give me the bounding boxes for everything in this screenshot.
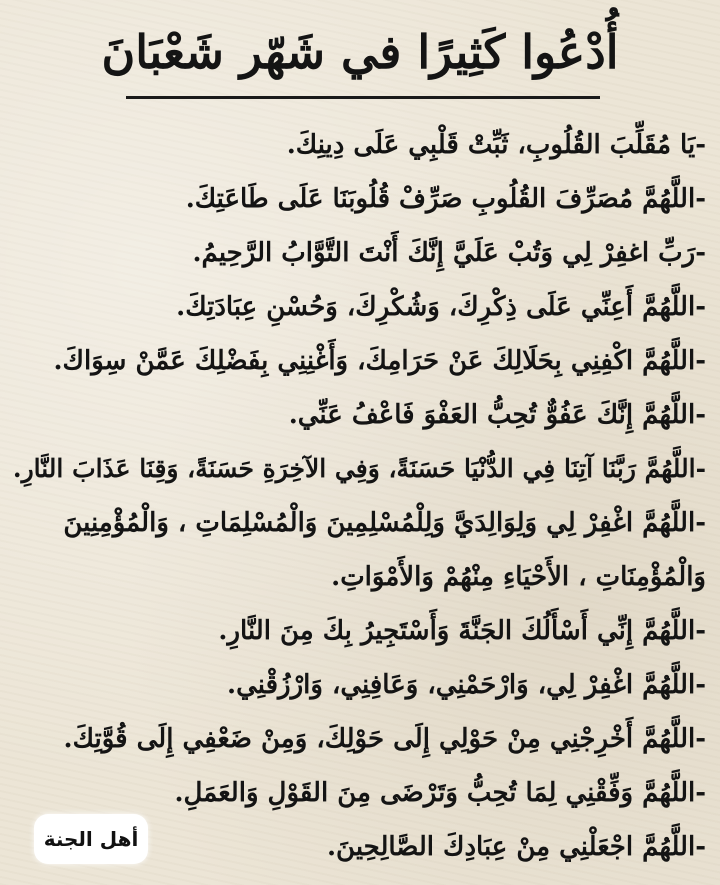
dua-line-continuation: وَالْمُؤْمِنَاتِ ، الأَحْيَاءِ مِنْهُمْ وَالأَمْوَاتِ.: [331, 562, 706, 592]
dua-line: -اللَّهُمَّ أَخْرِجْنِي مِنْ حَوْلِي إِلَى حَوْلِكَ، وَمِنْ ضَعْفِي إِلَى قُوَّتِكَ.: [63, 724, 706, 754]
dua-line: -اللَّهُمَّ اكْفِنِي بِحَلَالِكَ عَنْ حَرَامِكَ، وَأَغْنِنِي بِفَضْلِكَ عَمَّنْ سِوَاكَ.: [53, 346, 706, 376]
dua-line: -اللَّهُمَّ اجْعَلْنِي مِنْ عِبَادِكَ الصَّالِحِينَ.: [326, 832, 706, 862]
source-badge: أهل الجنة: [34, 814, 148, 864]
dua-line: -اللَّهُمَّ رَبَّنَا آتِنَا فِي الدُّنْيَا حَسَنَةً، وَفِي الآخِرَةِ حَسَنَةً، وَقِنَا عَذَابَ النَّارِ.: [12, 454, 706, 483]
dua-line: -رَبِّ اغفِرْ لِي وَتُبْ عَلَيَّ إِنَّكَ أَنْتَ التَّوَّابُ الرَّحِيمُ.: [192, 238, 706, 268]
dua-line: -اللَّهُمَّ مُصَرِّفَ القُلُوبِ صَرِّفْ قُلُوبَنَا عَلَى طَاعَتِكَ.: [185, 184, 706, 214]
page-title: أُدْعُوا كَثِيرًا في شَهّر شَعْبَانَ: [101, 25, 619, 79]
dua-line: -اللَّهُمَّ أَعِنِّي عَلَى ذِكْرِكَ، وَشُكْرِكَ، وَحُسْنِ عِبَادَتِكَ.: [176, 292, 706, 322]
title-underline: [126, 96, 600, 99]
dua-line: -اللَّهُمَّ إِنِّي أَسْأَلُكَ الجَنَّةَ وَأَسْتَجِيرُ بِكَ مِنَ النَّارِ.: [218, 616, 706, 646]
dua-line: -اللَّهُمَّ وَفِّقْنِي لِمَا تُحِبُّ وَتَرْضَى مِنَ القَوْلِ وَالعَمَلِ.: [174, 778, 706, 808]
dua-line: -اللَّهُمَّ اغْفِرْ لِي وَلِوَالِدَيَّ وَلِلْمُسْلِمِينَ وَالْمُسْلِمَاتِ ، وَالْمُؤْمِنِينَ: [63, 508, 706, 538]
dua-line: -اللَّهُمَّ إِنَّكَ عَفُوٌّ تُحِبُّ العَفْوَ فَاعْفُ عَنِّي.: [288, 400, 706, 430]
dua-line: -يَا مُقَلِّبَ القُلُوبِ، ثَبِّتْ قَلْبِي عَلَى دِينِكَ.: [286, 130, 706, 160]
dua-list: [6, 120, 706, 876]
dua-line: -اللَّهُمَّ اغْفِرْ لِي، وَارْحَمْنِي، وَعَافِنِي، وَارْزُقْنِي.: [227, 670, 706, 700]
